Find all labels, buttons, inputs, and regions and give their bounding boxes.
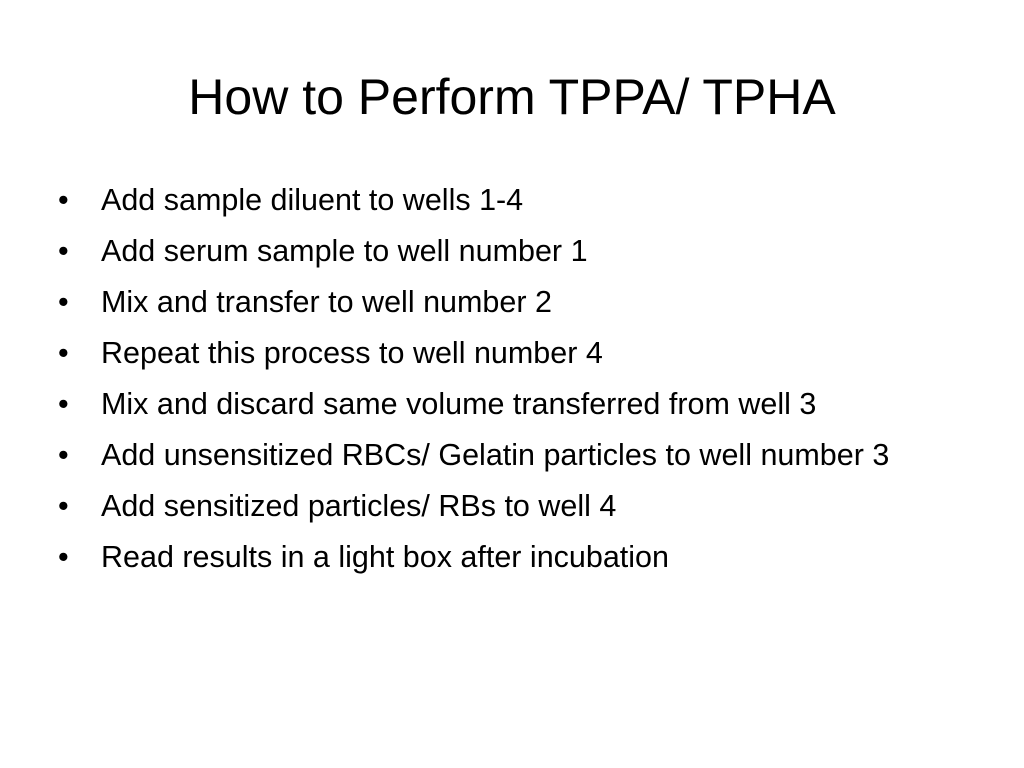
bullet-dot-icon: • bbox=[58, 336, 69, 370]
bullet-dot-icon: • bbox=[58, 540, 69, 574]
bullet-dot-icon: • bbox=[58, 387, 69, 421]
bullet-item bbox=[58, 537, 958, 578]
bullet-dot-icon: • bbox=[58, 438, 69, 472]
bullet-item bbox=[58, 486, 958, 527]
slide-title: How to Perform TPPA/ TPHA bbox=[188, 69, 836, 125]
bullet-dot-icon: • bbox=[58, 489, 69, 523]
bullet-dot-icon: • bbox=[58, 234, 69, 268]
bullet-text: Add unsensitized RBCs/ Gelatin particles to well number 3 bbox=[101, 438, 890, 472]
bullet-dot-icon: • bbox=[58, 183, 69, 217]
bullet-text: Add sensitized particles/ RBs to well 4 bbox=[101, 489, 617, 523]
bullet-text: Mix and transfer to well number 2 bbox=[101, 285, 552, 319]
bullet-item bbox=[58, 435, 958, 476]
bullet-item bbox=[58, 333, 958, 374]
bullet-item bbox=[58, 282, 958, 323]
bullet-list bbox=[58, 180, 958, 588]
bullet-dot-icon: • bbox=[58, 285, 69, 319]
bullet-text: Repeat this process to well number 4 bbox=[101, 336, 603, 370]
bullet-item bbox=[58, 231, 958, 272]
bullet-text: Mix and discard same volume transferred from well 3 bbox=[101, 387, 817, 421]
bullet-text: Add sample diluent to wells 1-4 bbox=[101, 183, 524, 217]
bullet-text: Read results in a light box after incubation bbox=[101, 540, 669, 574]
bullet-item bbox=[58, 180, 958, 221]
bullet-text: Add serum sample to well number 1 bbox=[101, 234, 588, 268]
bullet-item bbox=[58, 384, 958, 425]
